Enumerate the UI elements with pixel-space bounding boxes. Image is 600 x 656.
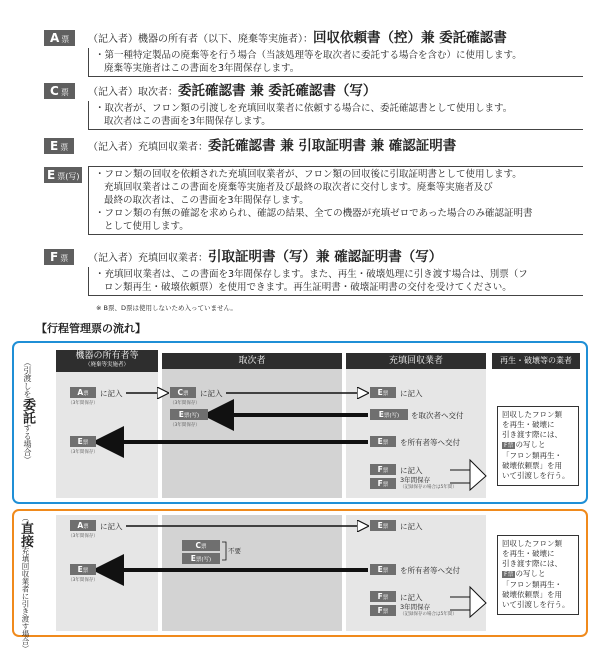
top-a-stub: A票 (70, 387, 96, 398)
not-needed-label: 不要 (228, 547, 241, 555)
bottom-f2-stub: F票 (370, 605, 396, 616)
bottom-a-stub: A票 (70, 520, 96, 531)
bottom-e-recovery-label: に記入 (400, 522, 423, 531)
form-f-badge: F票 (44, 249, 74, 265)
form-e-badge: E票 (44, 138, 74, 154)
direct-side-label: （直接充填回収業者に引き渡す場合） (18, 514, 33, 653)
top-f2-label: 3年間保存 (400, 476, 431, 484)
bottom-e-owner-stub: E票 (70, 564, 96, 575)
bottom-e-recovery-stub: E票 (370, 520, 396, 531)
bottom-c-stub: C票 (182, 540, 220, 551)
top-f2-note: （記録保存の場合は5年間） (400, 485, 457, 490)
bottom-recycler-info: 回収したフロン類 を再生・破壊に 引き渡す際には、 F票 の写しと 「フロン類再生・ 破壊依頼票」を用 いて引渡しを行う。 (497, 535, 579, 615)
recycler-column-header: 再生・破壊等の業者 (492, 353, 580, 369)
top-e-owner-note: （3年間保存） (68, 450, 98, 455)
top-f2-stub: F票 (370, 478, 396, 489)
bottom-a-label: に記入 (100, 522, 123, 531)
top-f1-label: に記入 (400, 466, 423, 475)
top-c-stub: C票 (170, 387, 196, 398)
top-ecopy-recovery-label: を取次者へ交付 (411, 411, 464, 420)
top-ecopy-recovery-stub: E票(写) (370, 409, 408, 420)
top-e-deliver-label: を所有者等へ交付 (400, 438, 460, 447)
flow-title: 【行程管理票の流れ】 (36, 322, 146, 335)
footnote: ※ B票、D票は使用しないため入っていません。 (96, 304, 237, 312)
top-ecopy-stub: E票(写) (170, 409, 208, 420)
form-c-badge: C票 (44, 83, 75, 99)
bottom-e-deliver-stub: E票 (370, 564, 396, 575)
top-e-owner-stub: E票 (70, 436, 96, 447)
top-f1-stub: F票 (370, 464, 396, 475)
form-a-badge: A票 (44, 30, 75, 46)
form-e-copy-description: ・フロン類の回収を依頼された充填回収業者が、フロン類の回収後に引取証明書として使用します。 充填回収業者はこの書面を廃棄等実施者及び最終の取次者に交付します。廃棄等実施者及び 最終の取次者は、この書面を3年間保存します。 ・フロン類の有無の確認を求められ、確認の結果、全ての機器が充填ゼロであった場合のみ確認証明書 として使用します。 (88, 166, 583, 235)
top-recycler-info: 回収したフロン類 を再生・破壊に 引き渡す際には、 F票 の写しと 「フロン類再生・ 破壊依頼票」を用 いて引渡しを行う。 (497, 406, 579, 486)
bottom-f1-label: に記入 (400, 593, 423, 602)
form-c-headline: （記入者）取次者：委託確認書 兼 委託確認書（写） (88, 83, 377, 99)
not-needed-bracket (222, 542, 226, 560)
form-a-headline: （記入者）機器の所有者（以下、廃棄等実施者）：回収依頼書（控）兼 委託確認書 (88, 30, 507, 46)
delegation-side-label: （引渡しを委託する場合） (20, 358, 35, 464)
top-a-label: に記入 (100, 389, 123, 398)
bottom-ecopy-stub: E票(写) (182, 553, 220, 564)
form-f-headline: （記入者）充填回収業者：引取証明書（写）兼 確認証明書（写） (88, 249, 443, 265)
bottom-e-deliver-label: を所有者等へ交付 (400, 566, 460, 575)
bottom-f1-stub: F票 (370, 591, 396, 602)
top-e-recovery-label: に記入 (400, 389, 423, 398)
form-f-description: ・充填回収業者は、この書面を3年間保存します。また、再生・破壊処理に引き渡す場合は、別票（フ ロン類再生・破壊依頼票）を使用できます。再生証明書・破壊証明書の交付を受けてください。 (88, 267, 583, 296)
top-c-note: （3年間保存） (170, 401, 200, 406)
top-ecopy-note: （3年間保存） (170, 423, 200, 428)
form-c-description: ・取次者が、フロン類の引渡しを充填回収業者に依頼する場合に、委託確認書として使用します。 取次者はこの書面を3年間保存します。 (88, 101, 583, 130)
top-c-label: に記入 (200, 389, 223, 398)
bottom-f2-label: 3年間保存 (400, 603, 431, 611)
bottom-f2-note: （記録保存の場合は5年間） (400, 612, 457, 617)
form-e-headline: （記入者）充填回収業者：委託確認書 兼 引取証明書 兼 確認証明書 (88, 138, 457, 154)
top-e-recovery-stub: E票 (370, 387, 396, 398)
owner-column-header: 機器の所有者等 （廃棄等実施者） (56, 350, 158, 372)
recovery-column-header: 充填回収業者 (346, 353, 486, 369)
intermediary-column-header: 取次者 (162, 353, 342, 369)
form-e-copy-badge: E票(写) (44, 167, 82, 183)
bottom-a-note: （3年間保存） (68, 534, 98, 539)
bottom-e-owner-note: （3年間保存） (68, 578, 98, 583)
top-a-note: （3年間保存） (68, 401, 98, 406)
top-e-deliver-stub: E票 (370, 436, 396, 447)
form-a-description: ・第一種特定製品の廃棄等を行う場合（当該処理等を取次者に委託する場合を含む）に使用します。 廃棄等実施者はこの書面を3年間保存します。 (88, 48, 583, 77)
